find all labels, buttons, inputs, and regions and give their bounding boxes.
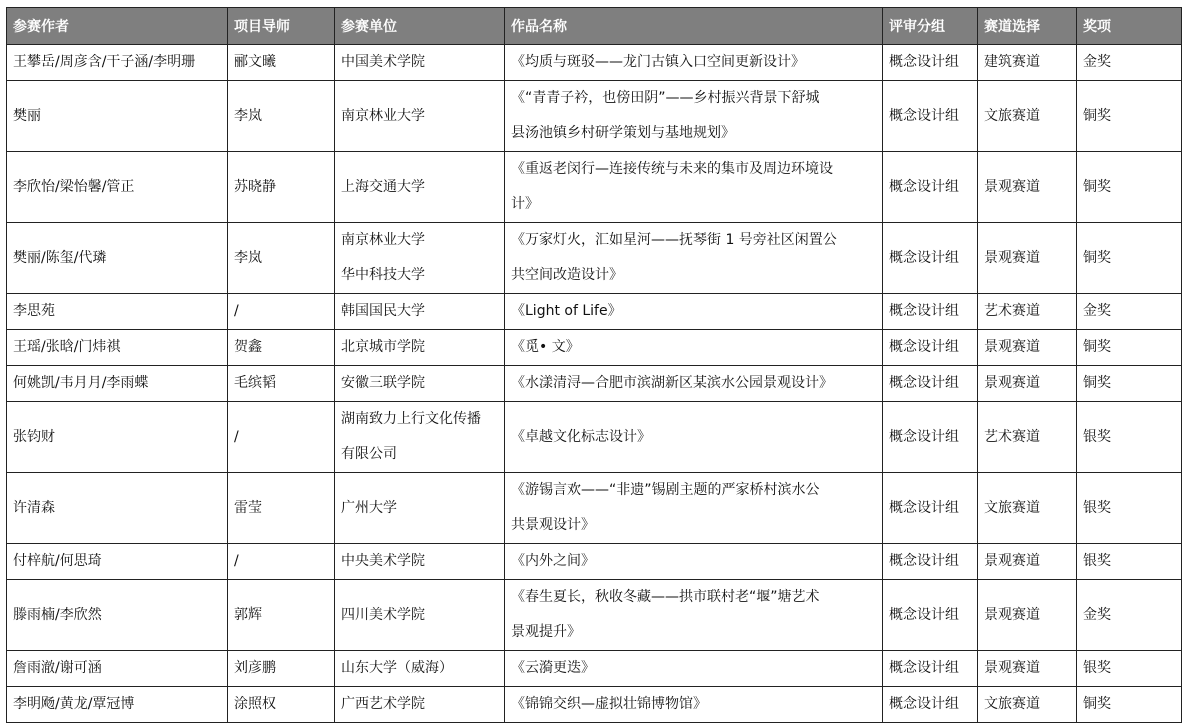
- unit-cell: [335, 651, 505, 687]
- work-title-cell-line: 《重返老闵行—连接传统与未来的集市及周边环境设: [511, 161, 833, 177]
- work-title-cell-line: 县汤池镇乡村研学策划与基地规划》: [511, 125, 735, 141]
- group-cell: 概念设计组: [883, 152, 978, 223]
- header-track: 赛道选择: [978, 8, 1077, 45]
- table-body: [7, 45, 1182, 723]
- track-cell: 景观赛道: [978, 651, 1077, 687]
- work-title-cell-line: 《卓越文化标志设计》: [511, 428, 651, 445]
- table-row: [7, 473, 1182, 544]
- awards-table-container: [6, 7, 1182, 723]
- awards-table: [6, 7, 1182, 723]
- table-row: [7, 330, 1182, 366]
- track-cell: 建筑赛道: [978, 45, 1077, 81]
- work-title-cell-line: 计》: [511, 196, 539, 212]
- work-title-cell-line: 《“青青子衿，也傍田阴”——乡村振兴背景下舒城: [511, 90, 820, 106]
- track-cell: 文旅赛道: [978, 687, 1077, 723]
- work-title-cell-line: 《游锡言欢——“非遗”锡剧主题的严家桥村滨水公: [511, 482, 820, 498]
- unit-cell: [335, 402, 505, 473]
- unit-cell: [335, 544, 505, 580]
- award-cell: 银奖: [1077, 402, 1182, 473]
- header-advisor: 项目导师: [228, 8, 335, 45]
- track-cell: 艺术赛道: [978, 402, 1077, 473]
- work-title-cell: [505, 81, 883, 152]
- unit-cell: [335, 473, 505, 544]
- track-cell: 景观赛道: [978, 223, 1077, 294]
- unit-cell: [335, 294, 505, 330]
- group-cell: 概念设计组: [883, 473, 978, 544]
- work-title-cell: [505, 580, 883, 651]
- award-cell: 铜奖: [1077, 330, 1182, 366]
- unit-cell-line: 南京林业大学: [341, 107, 425, 124]
- track-cell: 景观赛道: [978, 580, 1077, 651]
- work-title-cell-line: 《万家灯火，汇如星河——抚琴街 1 号旁社区闲置公: [511, 232, 837, 248]
- authors-cell: 许清森: [7, 473, 228, 544]
- table-row: [7, 81, 1182, 152]
- award-cell: 金奖: [1077, 580, 1182, 651]
- unit-cell: [335, 152, 505, 223]
- advisor-cell: 贺鑫: [228, 330, 335, 366]
- table-row: [7, 651, 1182, 687]
- work-title-cell-line: 共景观设计》: [511, 517, 595, 533]
- authors-cell: 何姚凯/韦月月/李雨蝶: [7, 366, 228, 402]
- work-title-cell-line: 共空间改造设计》: [511, 267, 623, 283]
- group-cell: 概念设计组: [883, 45, 978, 81]
- unit-cell-line: 华中科技大学: [341, 267, 425, 283]
- track-cell: 景观赛道: [978, 330, 1077, 366]
- work-title-cell-line: 景观提升》: [511, 624, 581, 640]
- track-cell: 文旅赛道: [978, 81, 1077, 152]
- unit-cell-line: 中央美术学院: [341, 553, 425, 569]
- unit-cell: [335, 330, 505, 366]
- work-title-cell: [505, 330, 883, 366]
- track-cell: 景观赛道: [978, 152, 1077, 223]
- work-title-cell: [505, 45, 883, 81]
- group-cell: 概念设计组: [883, 81, 978, 152]
- work-title-cell: [505, 651, 883, 687]
- advisor-cell: 李岚: [228, 81, 335, 152]
- authors-cell: 樊丽/陈玺/代璘: [7, 223, 228, 294]
- unit-cell: [335, 580, 505, 651]
- unit-cell-line: 广西艺术学院: [341, 696, 425, 712]
- advisor-cell: /: [228, 294, 335, 330]
- work-title-cell: [505, 294, 883, 330]
- unit-cell: [335, 223, 505, 294]
- group-cell: 概念设计组: [883, 687, 978, 723]
- work-title-cell: [505, 366, 883, 402]
- authors-cell: 李欣怡/梁怡馨/管正: [7, 152, 228, 223]
- authors-cell: 李思苑: [7, 294, 228, 330]
- unit-cell: [335, 45, 505, 81]
- award-cell: 铜奖: [1077, 81, 1182, 152]
- table-row: [7, 45, 1182, 81]
- award-cell: 银奖: [1077, 544, 1182, 580]
- unit-cell: [335, 366, 505, 402]
- track-cell: 艺术赛道: [978, 294, 1077, 330]
- table-row: [7, 366, 1182, 402]
- award-cell: 铜奖: [1077, 687, 1182, 723]
- award-cell: 银奖: [1077, 651, 1182, 687]
- header-authors: 参赛作者: [7, 8, 228, 45]
- authors-cell: 李明飏/黄龙/覃冠博: [7, 687, 228, 723]
- work-title-cell-line: 《内外之间》: [511, 553, 595, 569]
- unit-cell-line: 韩国国民大学: [341, 303, 425, 319]
- authors-cell: 滕雨楠/李欣然: [7, 580, 228, 651]
- group-cell: 概念设计组: [883, 544, 978, 580]
- award-cell: 铜奖: [1077, 366, 1182, 402]
- table-row: [7, 152, 1182, 223]
- advisor-cell: /: [228, 544, 335, 580]
- unit-cell-line: 湖南致力上行文化传播: [341, 411, 481, 427]
- authors-cell: 詹雨澈/谢可涵: [7, 651, 228, 687]
- table-row: [7, 544, 1182, 580]
- award-cell: 铜奖: [1077, 152, 1182, 223]
- work-title-cell: [505, 402, 883, 473]
- advisor-cell: 涂照权: [228, 687, 335, 723]
- work-title-cell-line: 《Light of Life》: [511, 303, 622, 319]
- header-unit: 参赛单位: [335, 8, 505, 45]
- work-title-cell: [505, 544, 883, 580]
- unit-cell-line: 北京城市学院: [341, 339, 425, 355]
- group-cell: 概念设计组: [883, 651, 978, 687]
- work-title-cell-line: 《觅• 文》: [511, 339, 580, 355]
- table-row: [7, 294, 1182, 330]
- track-cell: 景观赛道: [978, 544, 1077, 580]
- group-cell: 概念设计组: [883, 402, 978, 473]
- unit-cell-line: 中国美术学院: [341, 54, 425, 70]
- award-cell: 银奖: [1077, 473, 1182, 544]
- authors-cell: 王攀岳/周彦含/干子涵/李明珊: [7, 45, 228, 81]
- work-title-cell: [505, 687, 883, 723]
- work-title-cell-line: 《锦锦交织—虚拟壮锦博物馆》: [511, 696, 707, 712]
- unit-cell-line: 四川美术学院: [341, 606, 425, 623]
- work-title-cell-line: 《云漪更迭》: [511, 660, 595, 676]
- header-award: 奖项: [1077, 8, 1182, 45]
- table-row: [7, 580, 1182, 651]
- advisor-cell: 苏晓静: [228, 152, 335, 223]
- unit-cell-line: 上海交通大学: [341, 178, 425, 195]
- advisor-cell: 郭辉: [228, 580, 335, 651]
- table-row: [7, 687, 1182, 723]
- table-row: [7, 223, 1182, 294]
- unit-cell-line: 有限公司: [341, 446, 397, 462]
- track-cell: 景观赛道: [978, 366, 1077, 402]
- group-cell: 概念设计组: [883, 366, 978, 402]
- advisor-cell: 毛缤韬: [228, 366, 335, 402]
- advisor-cell: 刘彦鹏: [228, 651, 335, 687]
- unit-cell: [335, 81, 505, 152]
- work-title-cell: [505, 223, 883, 294]
- advisor-cell: 雷莹: [228, 473, 335, 544]
- unit-cell-line: 安徽三联学院: [341, 375, 425, 391]
- header-work: 作品名称: [505, 8, 883, 45]
- header-row: [7, 8, 1182, 45]
- authors-cell: 张钧财: [7, 402, 228, 473]
- group-cell: 概念设计组: [883, 223, 978, 294]
- unit-cell-line: 山东大学（威海）: [341, 660, 453, 676]
- authors-cell: 付梓航/何思琦: [7, 544, 228, 580]
- unit-cell: [335, 687, 505, 723]
- award-cell: 金奖: [1077, 45, 1182, 81]
- advisor-cell: 郦文曦: [228, 45, 335, 81]
- header-group: 评审分组: [883, 8, 978, 45]
- award-cell: 铜奖: [1077, 223, 1182, 294]
- table-row: [7, 402, 1182, 473]
- unit-cell-line: 南京林业大学: [341, 232, 425, 248]
- group-cell: 概念设计组: [883, 330, 978, 366]
- work-title-cell: [505, 473, 883, 544]
- authors-cell: 王瑶/张晗/门炜祺: [7, 330, 228, 366]
- unit-cell-line: 广州大学: [341, 499, 397, 516]
- work-title-cell: [505, 152, 883, 223]
- advisor-cell: /: [228, 402, 335, 473]
- authors-cell: 樊丽: [7, 81, 228, 152]
- work-title-cell-line: 《均质与斑驳——龙门古镇入口空间更新设计》: [511, 54, 805, 70]
- group-cell: 概念设计组: [883, 294, 978, 330]
- award-cell: 金奖: [1077, 294, 1182, 330]
- work-title-cell-line: 《水漾清浔—合肥市滨湖新区某滨水公园景观设计》: [511, 375, 833, 391]
- work-title-cell-line: 《春生夏长，秋收冬藏——拱市联村老“堰”塘艺术: [511, 589, 820, 605]
- advisor-cell: 李岚: [228, 223, 335, 294]
- group-cell: 概念设计组: [883, 580, 978, 651]
- track-cell: 文旅赛道: [978, 473, 1077, 544]
